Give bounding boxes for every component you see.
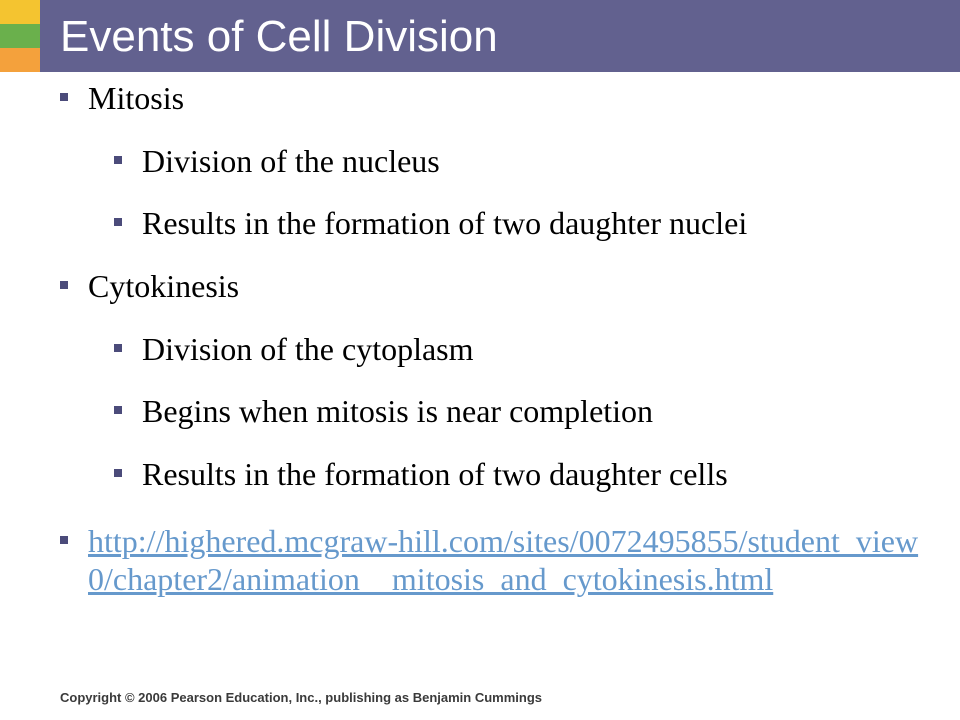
accent-block-green [0, 24, 40, 48]
copyright-footer: Copyright © 2006 Pearson Education, Inc., publishing as Benjamin Cummings [60, 690, 542, 705]
square-bullet-icon [114, 156, 122, 164]
sub-bullet-label: Results in the formation of two daughter nuclei [142, 205, 748, 241]
sub-bullet-label: Division of the cytoplasm [142, 331, 474, 367]
sub-bullet [114, 205, 747, 241]
sub-bullet [114, 143, 440, 179]
sub-bullet-label: Begins when mitosis is near completion [142, 393, 654, 429]
square-bullet-icon [114, 406, 122, 414]
sub-bullet-label: Division of the nucleus [142, 143, 440, 179]
sub-bullet [114, 456, 728, 492]
animation-link[interactable]: http://highered.mcgraw-hill.com/sites/0072495855/student_view0/chapter2/animation__mitosis_and_cytokinesis.html [88, 523, 919, 597]
bullet-label: Mitosis [88, 80, 185, 116]
bullet-mitosis [60, 80, 184, 116]
accent-block-yellow [0, 0, 40, 24]
square-bullet-icon [114, 344, 122, 352]
square-bullet-icon [114, 218, 122, 226]
bullet-label: Cytokinesis [88, 268, 240, 304]
sub-bullet [114, 331, 474, 367]
sub-bullet-label: Results in the formation of two daughter cells [142, 456, 728, 492]
resource-link-item [60, 522, 920, 598]
accent-block-orange [0, 48, 40, 72]
square-bullet-icon [60, 93, 68, 101]
slide-title: Events of Cell Division [60, 12, 498, 61]
square-bullet-icon [114, 469, 122, 477]
bullet-cytokinesis [60, 268, 239, 304]
square-bullet-icon [60, 536, 68, 544]
sub-bullet [114, 393, 653, 429]
square-bullet-icon [60, 281, 68, 289]
